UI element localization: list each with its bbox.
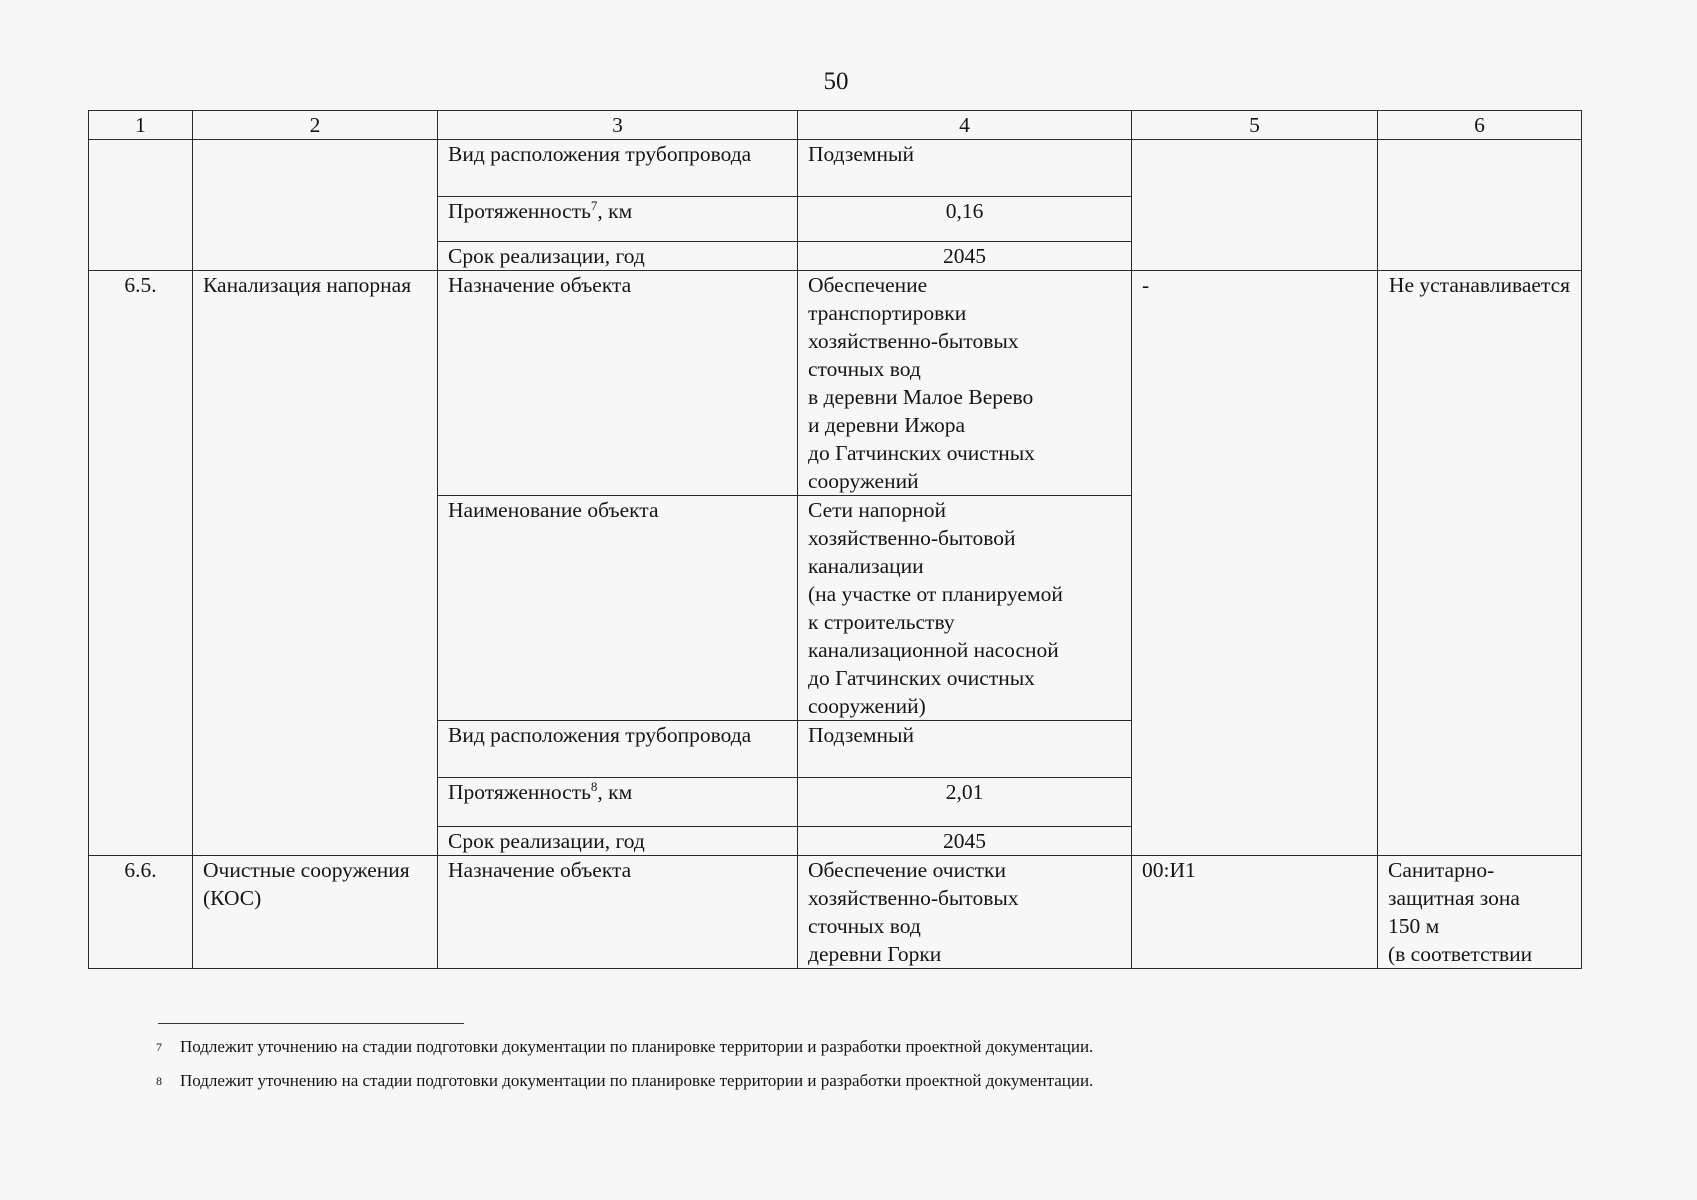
- column-number-row: [89, 111, 1582, 140]
- length-label-text: Протяженность: [448, 780, 591, 804]
- parameter-label: [438, 778, 798, 827]
- footnote-mark: 7: [156, 1040, 162, 1054]
- parameter-label: Наименование объекта: [438, 496, 798, 721]
- parameter-value: Обеспечение очистки хозяйственно-бытовых сточных вод деревни Горки: [798, 856, 1132, 969]
- footnote-ref: 8: [590, 778, 598, 794]
- parameter-value: 2045: [798, 827, 1132, 856]
- zone-cell-empty: [1132, 140, 1378, 271]
- page-number: 50: [823, 68, 849, 95]
- item-name: Очистные сооружения (КОС): [193, 856, 438, 969]
- parameter-label: [438, 197, 798, 242]
- table-row: [89, 856, 1582, 969]
- table-row: [89, 271, 1582, 496]
- column-number: 6: [1378, 111, 1582, 140]
- column-number: 4: [798, 111, 1132, 140]
- item-number: 6.6.: [89, 856, 193, 969]
- item-name: Канализация напорная: [193, 271, 438, 856]
- length-label-text: Протяженность: [448, 199, 591, 223]
- footnote-separator: [158, 1023, 464, 1024]
- column-number: 2: [193, 111, 438, 140]
- parameter-value: 0,16: [798, 197, 1132, 242]
- parameter-value: Подземный: [798, 140, 1132, 197]
- parameter-label: Назначение объекта: [438, 856, 798, 969]
- parameter-value: Подземный: [798, 721, 1132, 778]
- number-cell-empty: [89, 140, 193, 271]
- parameter-label: Срок реализации, год: [438, 827, 798, 856]
- parameter-label: Назначение объекта: [438, 271, 798, 496]
- footnote: [156, 1070, 1093, 1092]
- parameter-label: Срок реализации, год: [438, 242, 798, 271]
- column-number: 3: [438, 111, 798, 140]
- length-label-unit: , км: [597, 199, 633, 223]
- parameter-value: Сети напорной хозяйственно-бытовой канализации (на участке от планируемой к строительству канализационной насосной до Гатчинских очистных сооружений): [798, 496, 1132, 721]
- footnote-text: Подлежит уточнению на стадии подготовки документации по планировке территории и разработки проектной документации.: [180, 1071, 1094, 1090]
- parameter-value: 2045: [798, 242, 1132, 271]
- restriction-text: Санитарно- защитная зона 150 м (в соответствии: [1378, 856, 1582, 969]
- name-cell-empty: [193, 140, 438, 271]
- column-number: 5: [1132, 111, 1378, 140]
- objects-table: [88, 110, 1582, 969]
- footnote: [156, 1036, 1093, 1058]
- column-number: 1: [89, 111, 193, 140]
- parameter-value: Обеспечение транспортировки хозяйственно-бытовых сточных вод в деревни Малое Верево и деревни Ижора до Гатчинских очистных сооружений: [798, 271, 1132, 496]
- parameter-label: Вид расположения трубопровода: [438, 721, 798, 778]
- footnote-ref: 7: [590, 197, 598, 213]
- parameter-value: 2,01: [798, 778, 1132, 827]
- zone-code: 00:И1: [1132, 856, 1378, 969]
- footnote-mark: 8: [156, 1074, 162, 1088]
- footnote-text: Подлежит уточнению на стадии подготовки документации по планировке территории и разработки проектной документации.: [180, 1037, 1094, 1056]
- parameter-label: Вид расположения трубопровода: [438, 140, 798, 197]
- item-number: 6.5.: [89, 271, 193, 856]
- restriction-text: Не устанавливается: [1378, 271, 1582, 856]
- table-row: [89, 140, 1582, 197]
- length-label-unit: , км: [597, 780, 633, 804]
- zone-code: -: [1132, 271, 1378, 856]
- restriction-cell-empty: [1378, 140, 1582, 271]
